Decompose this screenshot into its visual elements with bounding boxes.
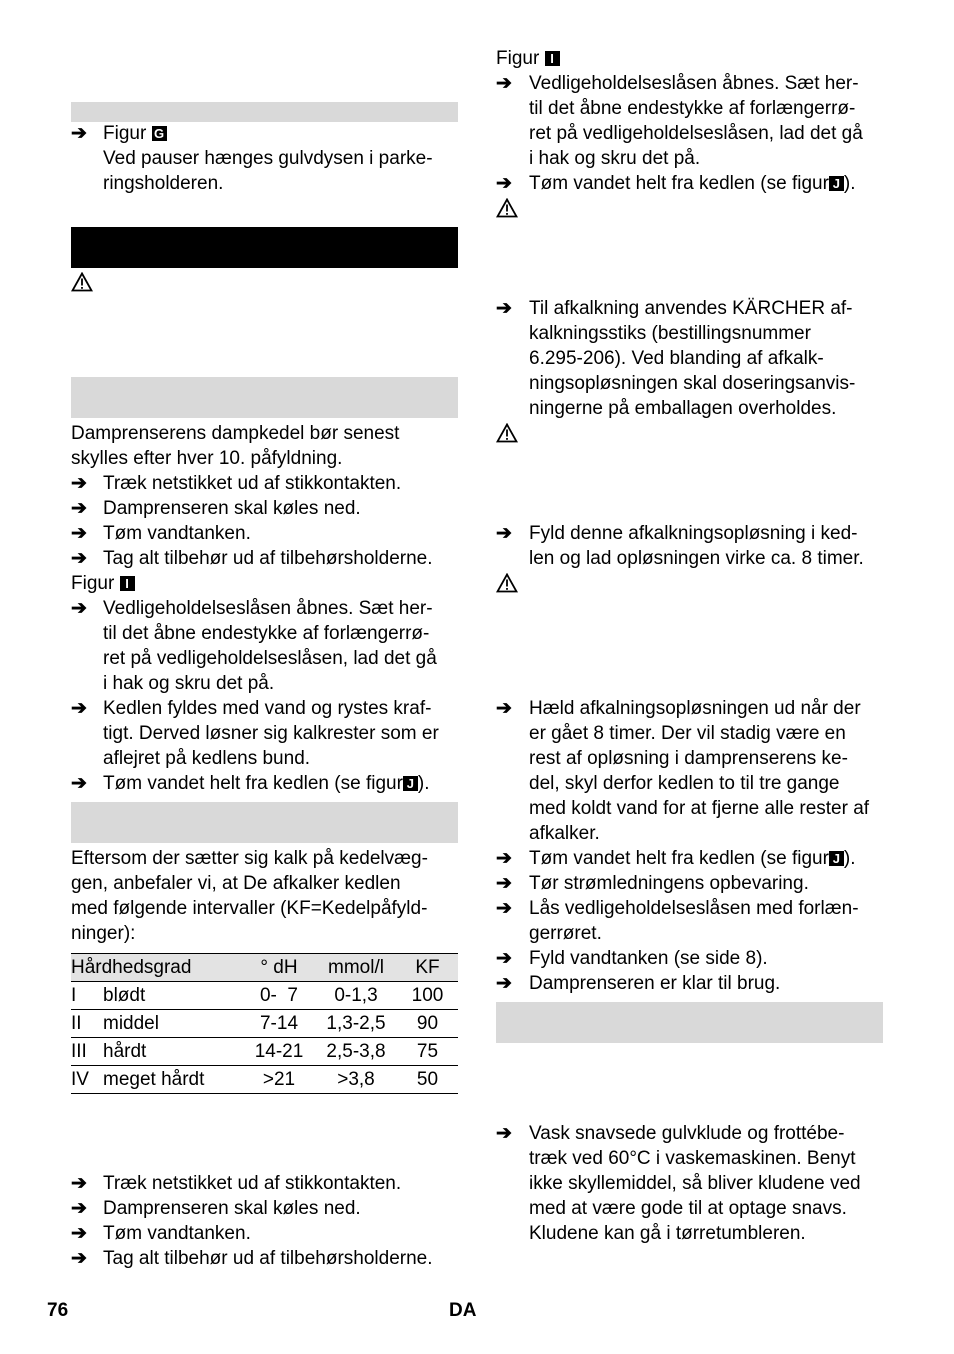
step-text: rest af opløsning i damprenserens ke- — [529, 748, 848, 769]
body-text: Damprenserens dampkedel bør senest — [71, 423, 400, 444]
table-cell: 7-14 — [259, 1013, 299, 1034]
step-text — [103, 771, 430, 796]
step-text-part: ). — [843, 173, 856, 194]
table-cell: hårdt — [103, 1041, 147, 1062]
step-text: ret på vedligeholdelseslåsen, lad det gå — [529, 123, 863, 144]
table-cell: IV — [71, 1069, 89, 1090]
chapter-heading-bar — [71, 227, 458, 268]
step-text — [529, 171, 856, 196]
step-text: tigt. Derved løsner sig kalkrester som er — [103, 723, 439, 744]
arrow-right-icon: ➔ — [71, 1248, 87, 1269]
table-cell: >21 — [262, 1069, 296, 1090]
table-cell: III — [71, 1041, 87, 1062]
step-text: med at være gode til at optage snavs. — [529, 1198, 847, 1219]
table-cell: 2,5-3,8 — [326, 1041, 386, 1062]
step-text: Tør strømledningens opbevaring. — [529, 873, 809, 894]
table-row — [71, 1066, 458, 1094]
step-text: Træk netstikket ud af stikkontakten. — [103, 473, 402, 494]
step-text-part: Tøm vandet helt fra kedlen (se figur — [529, 173, 829, 194]
column-header: Hårdhedsgrad — [71, 957, 192, 978]
table-cell: 90 — [416, 1013, 439, 1034]
figure-letter-badge: J — [829, 851, 844, 866]
step-text: Damprenseren skal køles ned. — [103, 498, 361, 519]
table-cell: 0-1,3 — [334, 985, 378, 1006]
arrow-right-icon: ➔ — [496, 523, 512, 544]
figure-letter-badge: J — [403, 776, 418, 791]
section-heading-bar — [71, 802, 458, 843]
step-text: Hæld afkalningsopløsningen ud når der — [529, 698, 861, 719]
step-text-part: ). — [843, 848, 856, 869]
warning-triangle-icon — [496, 573, 518, 593]
table-row — [71, 1038, 458, 1066]
figure-label: Figur — [496, 48, 540, 69]
step-text: i hak og skru det på. — [529, 148, 701, 169]
column-header: ° dH — [260, 957, 298, 978]
step-text: ret på vedligeholdelseslåsen, lad det gå — [103, 648, 437, 669]
step-text: del, skyl derfor kedlen to til tre gange — [529, 773, 840, 794]
step-text: Træk netstikket ud af stikkontakten. — [103, 1173, 402, 1194]
step-text: Damprenseren skal køles ned. — [103, 1198, 361, 1219]
figure-reference — [103, 121, 167, 146]
step-text: er gået 8 timer. Der vil stadig være en — [529, 723, 846, 744]
step-text: med koldt vand for at fjerne alle rester af — [529, 798, 870, 819]
table-cell: 14-21 — [254, 1041, 304, 1062]
step-text: Vedligeholdelseslåsen åbnes. Sæt her- — [103, 598, 433, 619]
section-heading-bar — [496, 1002, 883, 1043]
figure-reference — [496, 46, 560, 71]
step-text-part: ). — [417, 773, 430, 794]
figure-letter-badge: J — [829, 176, 844, 191]
language-code: DA — [449, 1300, 477, 1321]
step-text: Kludene kan gå i tørretumbleren. — [529, 1223, 806, 1244]
body-text: Eftersom der sætter sig kalk på kedelvæg- — [71, 848, 428, 869]
table-row — [71, 982, 458, 1010]
step-text: 6.295-206). Ved blanding af afkalk- — [529, 348, 824, 369]
arrow-right-icon: ➔ — [71, 498, 87, 519]
table-cell: >3,8 — [337, 1069, 375, 1090]
step-text: gerrøret. — [529, 923, 602, 944]
arrow-right-icon: ➔ — [71, 523, 87, 544]
body-text: gen, anbefaler vi, at De afkalker kedlen — [71, 873, 401, 894]
figure-label: Figur — [71, 573, 115, 594]
table-cell: blødt — [103, 985, 146, 1006]
section-heading-bar — [71, 102, 458, 122]
arrow-right-icon: ➔ — [496, 898, 512, 919]
step-text — [529, 846, 856, 871]
step-text: træk ved 60°C i vaskemaskinen. Benyt — [529, 1148, 856, 1169]
step-text: til det åbne endestykke af forlængerrø- — [529, 98, 856, 119]
arrow-right-icon: ➔ — [71, 773, 87, 794]
arrow-right-icon: ➔ — [71, 1198, 87, 1219]
step-text: Vedligeholdelseslåsen åbnes. Sæt her- — [529, 73, 859, 94]
arrow-right-icon: ➔ — [71, 123, 87, 144]
step-text: ningsopløsningen skal doseringsanvis- — [529, 373, 856, 394]
warning-triangle-icon — [496, 198, 518, 218]
step-text: til det åbne endestykke af forlængerrø- — [103, 623, 430, 644]
arrow-right-icon: ➔ — [496, 698, 512, 719]
body-text: skylles efter hver 10. påfyldning. — [71, 448, 343, 469]
table-cell: 1,3-2,5 — [326, 1013, 386, 1034]
page-number: 76 — [47, 1300, 69, 1321]
step-text: afkalker. — [529, 823, 600, 844]
figure-letter-badge: G — [152, 126, 167, 141]
column-header: KF — [415, 957, 440, 978]
arrow-right-icon: ➔ — [71, 698, 87, 719]
arrow-right-icon: ➔ — [71, 548, 87, 569]
body-text: Ved pauser hænges gulvdysen i parke- — [103, 148, 433, 169]
arrow-right-icon: ➔ — [71, 473, 87, 494]
step-text: kalkningsstiks (bestillingsnummer — [529, 323, 811, 344]
step-text-part: Tøm vandet helt fra kedlen (se figur — [103, 773, 403, 794]
arrow-right-icon: ➔ — [496, 973, 512, 994]
step-text: Tag alt tilbehør ud af tilbehørsholderne. — [103, 548, 433, 569]
figure-label: Figur — [103, 123, 147, 144]
step-text: aflejret på kedlens bund. — [103, 748, 311, 769]
table-cell: meget hårdt — [103, 1069, 205, 1090]
table-cell: 50 — [416, 1069, 439, 1090]
warning-triangle-icon — [71, 272, 93, 292]
table-row — [71, 1010, 458, 1038]
step-text: Tag alt tilbehør ud af tilbehørsholderne. — [103, 1248, 433, 1269]
table-cell: 100 — [411, 985, 444, 1006]
step-text: ningerne på emballagen overholdes. — [529, 398, 837, 419]
arrow-right-icon: ➔ — [496, 73, 512, 94]
step-text: Vask snavsede gulvklude og frottébe- — [529, 1123, 845, 1144]
arrow-right-icon: ➔ — [496, 948, 512, 969]
table-cell: 75 — [416, 1041, 439, 1062]
step-text-part: Tøm vandet helt fra kedlen (se figur — [529, 848, 829, 869]
step-text: Fyld denne afkalkningsopløsning i ked- — [529, 523, 858, 544]
step-text: len og lad opløsningen virke ca. 8 timer. — [529, 548, 864, 569]
step-text: Damprenseren er klar til brug. — [529, 973, 781, 994]
arrow-right-icon: ➔ — [71, 1173, 87, 1194]
step-text: Tøm vandtanken. — [103, 1223, 251, 1244]
step-text: Fyld vandtanken (se side 8). — [529, 948, 768, 969]
step-text: ikke skyllemiddel, så bliver kludene ved — [529, 1173, 861, 1194]
table-cell: middel — [103, 1013, 159, 1034]
step-text: Kedlen fyldes med vand og rystes kraf- — [103, 698, 432, 719]
body-text: ninger): — [71, 923, 136, 944]
body-text: ringsholderen. — [103, 173, 224, 194]
warning-triangle-icon — [496, 423, 518, 443]
figure-letter-badge: I — [120, 576, 135, 591]
body-text: med følgende intervaller (KF=Kedelpåfyld- — [71, 898, 428, 919]
arrow-right-icon: ➔ — [496, 848, 512, 869]
arrow-right-icon: ➔ — [496, 1123, 512, 1144]
step-text: i hak og skru det på. — [103, 673, 275, 694]
figure-reference — [71, 571, 135, 596]
table-header-row — [71, 954, 458, 982]
arrow-right-icon: ➔ — [496, 298, 512, 319]
figure-letter-badge: I — [545, 51, 560, 66]
column-header: mmol/l — [328, 957, 384, 978]
arrow-right-icon: ➔ — [496, 173, 512, 194]
arrow-right-icon: ➔ — [496, 873, 512, 894]
section-heading-bar — [71, 377, 458, 418]
step-text: Til afkalkning anvendes KÄRCHER af- — [529, 298, 853, 319]
table-cell: II — [71, 1013, 82, 1034]
table-cell: 0- 7 — [259, 985, 299, 1006]
arrow-right-icon: ➔ — [71, 1223, 87, 1244]
step-text: Tøm vandtanken. — [103, 523, 251, 544]
water-hardness-table — [71, 953, 458, 1094]
step-text: Lås vedligeholdelseslåsen med forlæn- — [529, 898, 859, 919]
table-cell: I — [71, 985, 77, 1006]
arrow-right-icon: ➔ — [71, 598, 87, 619]
